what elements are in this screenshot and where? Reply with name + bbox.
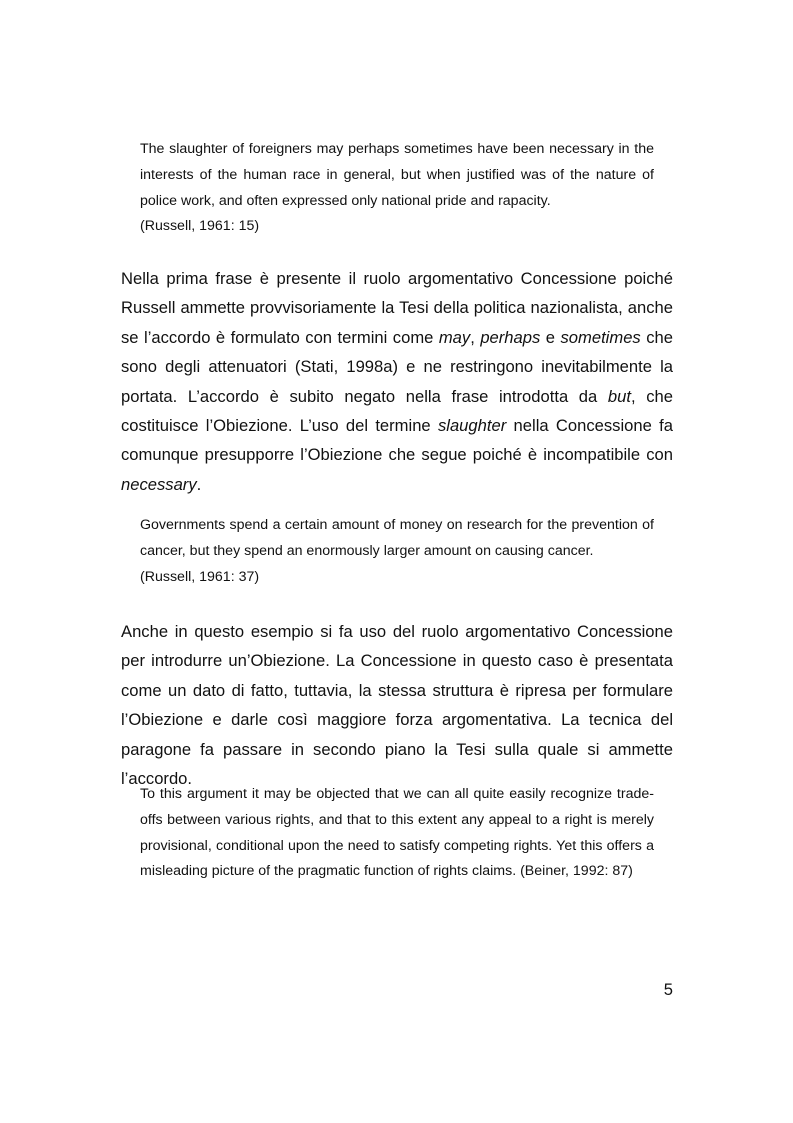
page-number: 5 (663, 980, 673, 999)
quote-citation: (Russell, 1961: 15) (140, 218, 260, 235)
italic-term: but (607, 386, 631, 406)
paragraph-text: , (470, 327, 481, 347)
paragraph-text: che sono degli attenuatori (Stati, 1998a) e ne restringono inevitabilmente la portata. L’accordo è subito negato nella frase introdotta da (121, 327, 673, 406)
italic-term: slaughter (437, 416, 507, 436)
italic-term: may (438, 327, 471, 347)
block-quote-3: To this argument it may be objected that we can all quite easily recognize trade-offs between various rights, and that to this extent any appeal to a right is merely provisional, conditional upon the need to satisfy competing rights. Yet this offers a misleading picture of the pragmatic function of rights claims. (Beiner, 1992: 87) (140, 786, 654, 880)
block-quote-2 (140, 513, 654, 590)
paragraph-text: . (196, 474, 202, 494)
quote-text: Governments spend a certain amount of money on research for the prevention of cancer, but they spend an enormously larger amount on causing cancer. (140, 517, 654, 559)
paragraph-text: Nella prima frase è presente il ruolo argomentativo Concessione poiché Russell ammette provvisoriamente la Tesi della politica nazionalista, anche se l’accordo è formulato con termini come (121, 269, 673, 347)
italic-term: sometimes (560, 327, 641, 347)
paragraph-text: e (540, 327, 561, 347)
italic-term: perhaps (480, 327, 541, 347)
italic-term: necessary (121, 474, 197, 494)
body-paragraph-1 (121, 264, 673, 499)
block-quote-1 (140, 137, 654, 240)
paragraph-text: , che costituisce l’Obiezione. L’uso del termine (121, 386, 673, 436)
quote-citation: (Russell, 1961: 37) (140, 568, 260, 585)
paragraph-text: nella Concessione fa comunque presupporre l’Obiezione che segue poiché è incompatibile con (121, 416, 673, 465)
body-paragraph-2: Anche in questo esempio si fa uso del ruolo argomentativo Concessione per introdurre un’Obiezione. La Concessione in questo caso è presentata come un dato di fatto, tuttavia, la stessa struttura è ripresa per formulare l’Obiezione e darle così maggiore forza argomentativa. La tecnica del paragone fa passare in secondo piano la Tesi sulla quale si ammette l’accordo. (121, 622, 673, 789)
quote-text: The slaughter of foreigners may perhaps sometimes have been necessary in the interests of the human race in general, but when justified was of the nature of police work, and often expressed only national pride and rapacity. (140, 141, 654, 209)
